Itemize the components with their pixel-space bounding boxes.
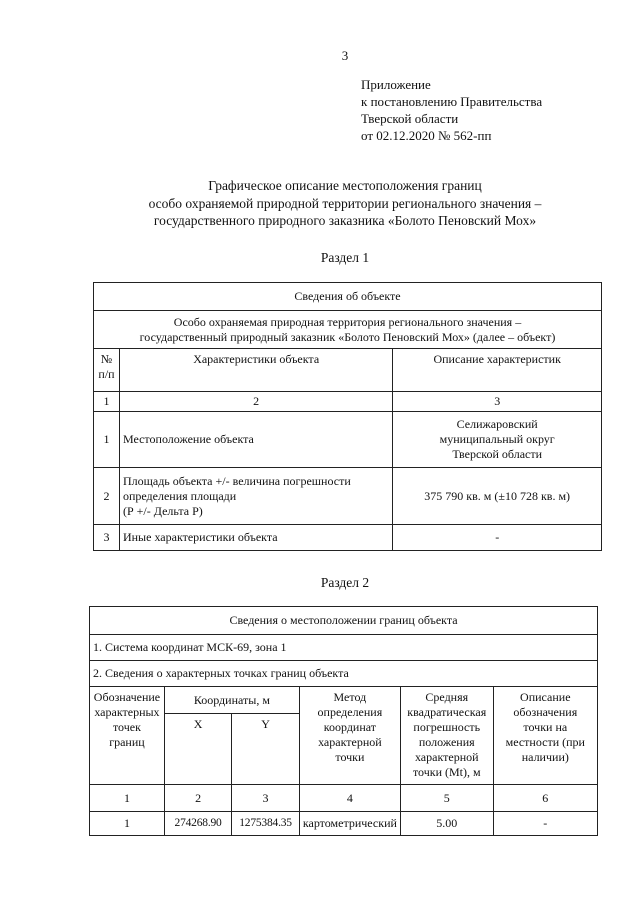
header-line: положения — [418, 735, 475, 749]
header-line: характерных — [94, 705, 160, 719]
header-line: Обозначение — [93, 690, 161, 704]
appendix-line: от 02.12.2020 № 562-пп — [361, 128, 492, 143]
header-line: квадратическая — [407, 705, 487, 719]
point-y: 1275384.35 — [232, 812, 300, 836]
colnum: 2 — [119, 392, 392, 412]
object-line: государственный природный заказник «Болото Пеновский Мох» (далее – объект) — [139, 329, 556, 344]
colnum: 4 — [299, 785, 400, 812]
header-method — [299, 687, 400, 785]
header-line: наличии) — [521, 750, 569, 764]
header-point-desc — [493, 687, 597, 785]
header-line: границ — [109, 735, 145, 749]
object-info-table — [93, 282, 602, 551]
header-y: Y — [232, 714, 300, 785]
colnum: 3 — [232, 785, 300, 812]
header-line: точки (Mt), м — [412, 765, 481, 779]
row-description — [393, 412, 602, 468]
header-line: точек — [112, 720, 141, 734]
point-number: 1 — [90, 812, 165, 836]
header-line: характерной — [414, 750, 479, 764]
colnum: 2 — [164, 785, 231, 812]
header-line: обозначения — [513, 705, 578, 719]
header-num-line: № — [100, 352, 113, 366]
table-title: Сведения об объекте — [94, 283, 602, 311]
boundary-table — [89, 606, 598, 836]
points-title: 2. Сведения о характерных точках границ объекта — [90, 661, 598, 687]
title-line: Графическое описание местоположения границ — [208, 178, 482, 193]
char-line: (Р +/- Дельта Р) — [122, 503, 203, 518]
char-line: Площадь объекта +/- величина погрешности — [122, 473, 351, 488]
header-num-line: п/п — [98, 367, 115, 381]
header-num — [94, 349, 120, 392]
colnum: 3 — [393, 392, 602, 412]
table-row — [94, 525, 602, 551]
header-line: характерной — [318, 735, 382, 749]
colnum: 1 — [94, 392, 120, 412]
header-x: X — [164, 714, 231, 785]
colnum: 5 — [400, 785, 493, 812]
appendix-block — [361, 76, 542, 144]
appendix-line: к постановлению Правительства — [361, 94, 543, 109]
row-num: 3 — [94, 525, 120, 551]
header-line: Средняя — [425, 690, 469, 704]
char-line: определения площади — [122, 488, 237, 503]
point-desc: - — [493, 812, 597, 836]
header-line: Метод — [333, 690, 367, 704]
point-method: картометрический — [299, 812, 400, 836]
desc-line: Селижаровский — [456, 417, 538, 431]
appendix-line: Тверской области — [361, 111, 459, 126]
appendix-line: Приложение — [361, 77, 431, 92]
table-row — [94, 468, 602, 525]
header-coords: Координаты, м — [164, 687, 299, 714]
header-error — [400, 687, 493, 785]
table-title: Сведения о местоположении границ объекта — [90, 607, 598, 635]
header-designation — [90, 687, 165, 785]
header-characteristics: Характеристики объекта — [119, 349, 392, 392]
header-line: точки на — [523, 720, 568, 734]
coordinate-system: 1. Система координат МСК-69, зона 1 — [90, 635, 598, 661]
document-title — [40, 177, 640, 230]
colnum: 1 — [90, 785, 165, 812]
desc-line: Тверской области — [452, 447, 543, 461]
header-line: местности (при — [505, 735, 585, 749]
row-characteristic: Иные характеристики объекта — [119, 525, 392, 551]
page-number: 3 — [341, 48, 349, 63]
row-characteristic: Местоположение объекта — [119, 412, 392, 468]
colnum: 6 — [493, 785, 597, 812]
title-line: особо охраняемой природной территории регионального значения – — [148, 195, 542, 211]
header-line: Описание — [520, 690, 571, 704]
header-line: определения — [317, 705, 383, 719]
row-num: 2 — [94, 468, 120, 525]
header-line: точки — [335, 750, 365, 764]
header-line: координат — [323, 720, 377, 734]
section1-heading: Раздел 1 — [320, 250, 370, 265]
title-line: государственного природного заказника «Болото Пеновский Мох» — [153, 213, 537, 228]
row-description: - — [393, 525, 602, 551]
row-num: 1 — [94, 412, 120, 468]
section2-heading: Раздел 2 — [320, 575, 370, 590]
point-error: 5.00 — [400, 812, 493, 836]
table-row — [94, 412, 602, 468]
object-name — [94, 311, 602, 349]
point-x: 274268.90 — [164, 812, 231, 836]
table-row — [90, 812, 598, 836]
header-description: Описание характеристик — [393, 349, 602, 392]
row-characteristic — [119, 468, 392, 525]
object-line: Особо охраняемая природная территория регионального значения – — [173, 314, 522, 329]
row-description: 375 790 кв. м (±10 728 кв. м) — [393, 468, 602, 525]
header-line: погрешность — [413, 720, 481, 734]
desc-line: муниципальный округ — [439, 432, 555, 446]
